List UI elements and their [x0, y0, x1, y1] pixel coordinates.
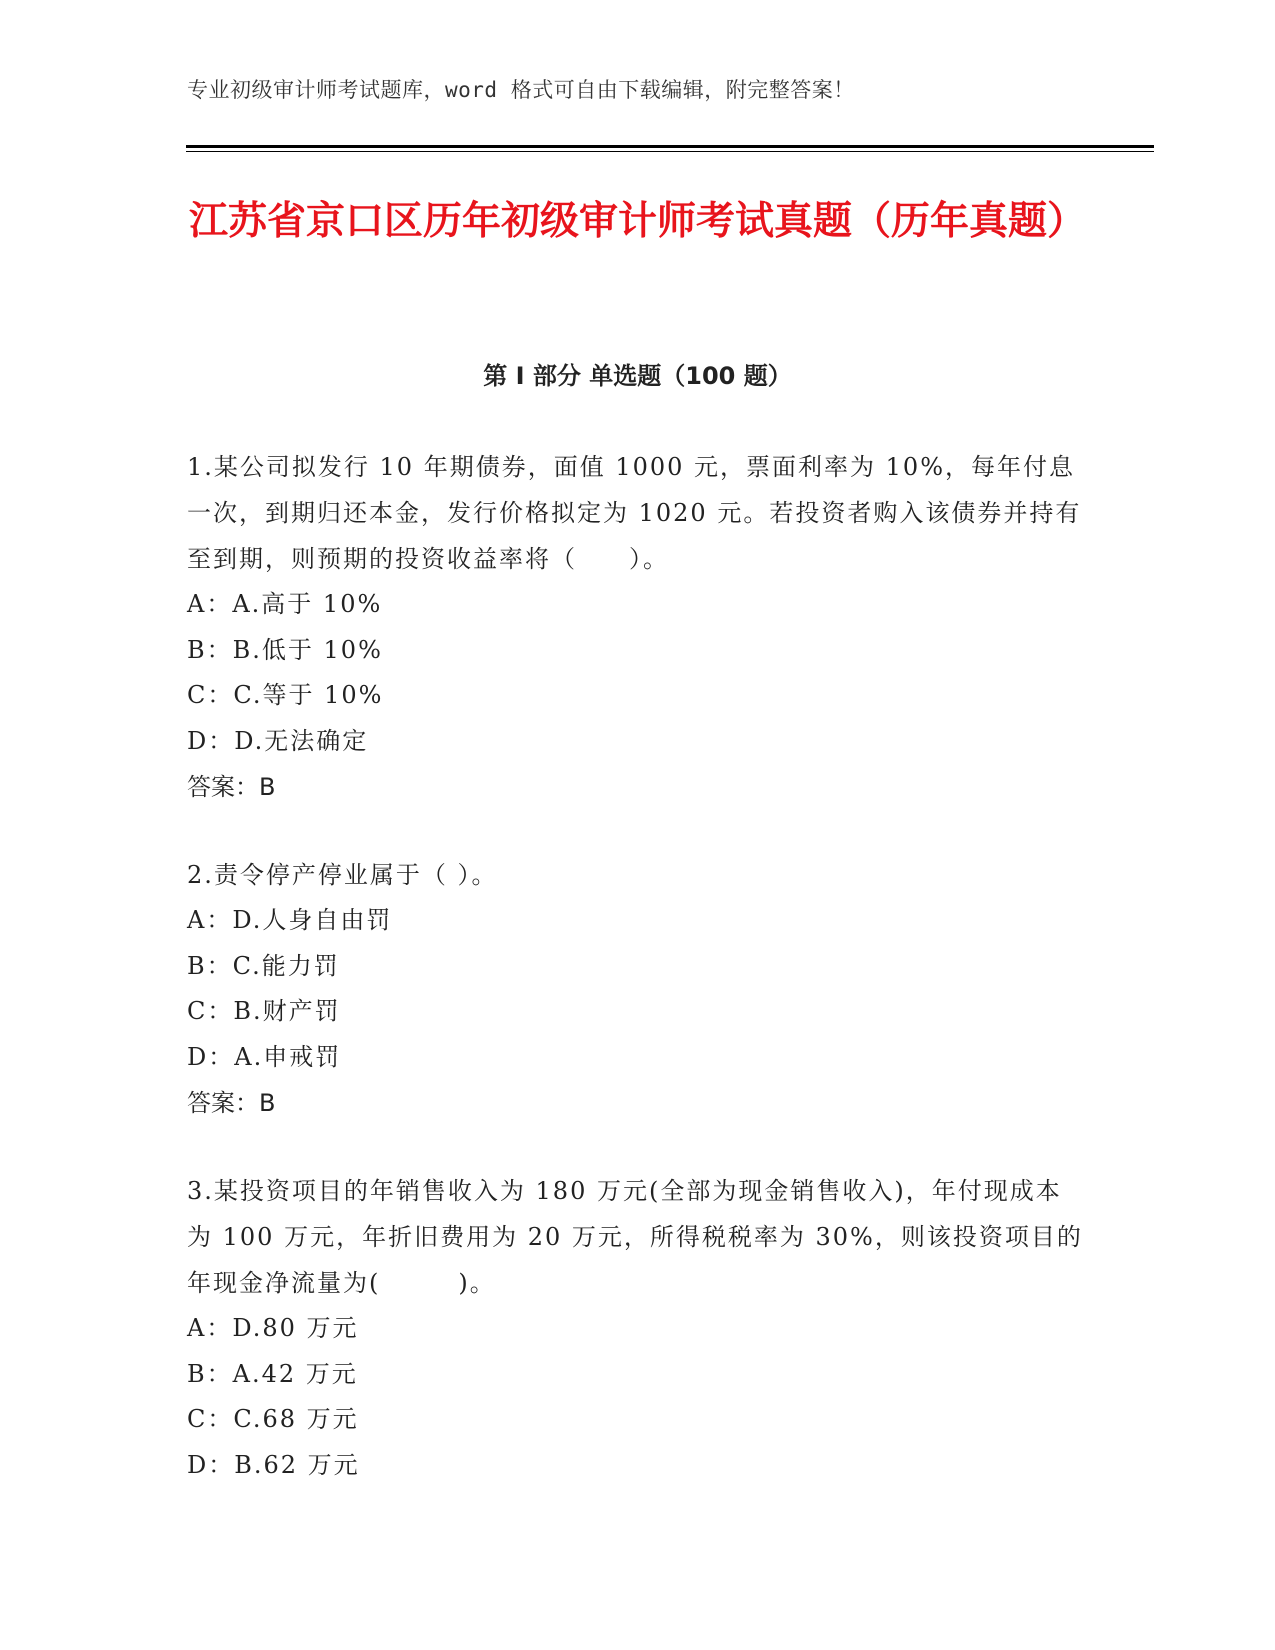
header-divider-thin: [186, 151, 1154, 152]
option-c: C：C.68 万元: [187, 1405, 359, 1433]
question-spacer: [187, 1126, 1087, 1168]
section-heading: 第 I 部分 单选题（100 题）: [483, 362, 792, 390]
option-b: B：C.能力罚: [187, 951, 340, 980]
header-divider-thick: [186, 145, 1154, 148]
answer-label: 答案：B: [187, 773, 276, 801]
option-c: C：B.财产罚: [187, 997, 341, 1025]
answer-label: 答案：B: [187, 1089, 276, 1117]
question-stem: 3.某投资项目的年销售收入为 180 万元(全部为现金销售收入)，年付现成本为 100 万元，年折旧费用为 20 万元，所得税税率为 30%，则该投资项目的年现金净流量为( )。: [187, 1177, 1083, 1297]
question-list: [187, 444, 1087, 1488]
question-spacer: [187, 810, 1087, 852]
option-a: A：D.80 万元: [187, 1314, 359, 1342]
option-b: B：B.低于 10%: [187, 635, 383, 664]
question-stem: 1.某公司拟发行 10 年期债券，面值 1000 元，票面利率为 10%，每年付息一次，到期归还本金，发行价格拟定为 1020 元。若投资者购入该债券并持有至到期，则预期的投资收益率将（ ）。: [187, 453, 1082, 573]
document-title: 江苏省京口区历年初级审计师考试真题（历年真题）: [188, 199, 1086, 244]
question-stem: 2.责令停产停业属于（ ）。: [187, 861, 498, 889]
question-2: [187, 852, 1087, 1126]
option-c: C：C.等于 10%: [187, 681, 384, 709]
option-b: B：A.42 万元: [187, 1359, 358, 1388]
option-a: A：D.人身自由罚: [187, 906, 393, 934]
question-3: [187, 1168, 1087, 1488]
option-a: A：A.高于 10%: [187, 590, 383, 618]
option-d: D：B.62 万元: [187, 1450, 360, 1479]
question-1: [187, 444, 1087, 810]
option-d: D：D.无法确定: [187, 726, 369, 755]
option-d: D：A.申戒罚: [187, 1042, 342, 1071]
page-header-note: 专业初级审计师考试题库，word 格式可自由下载编辑，附完整答案！: [187, 78, 855, 102]
